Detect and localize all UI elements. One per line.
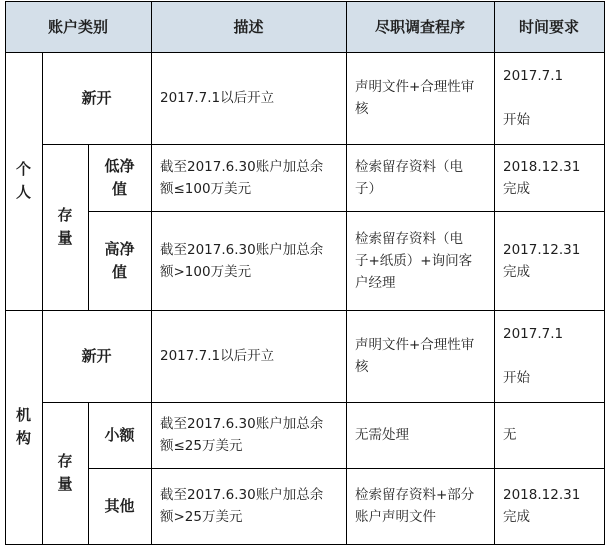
header-description: 描述 [151,1,346,52]
border-line [604,1,605,545]
border-line [151,1,152,544]
individual-new-procedure: 声明文件+合理性审 核 [355,79,475,117]
border-line [346,1,347,544]
border-line [88,144,89,310]
individual-high-net-worth-label: 高净 值 [104,239,135,281]
individual-high-procedure: 检索留存资料（电 子+纸质）+询问客 户经理 [355,230,473,291]
institution-label: 机 构 [15,406,31,447]
institution-other-deadline: 2018.12.31 完成 [503,487,581,525]
border-line [42,402,604,403]
header-procedure: 尽职调查程序 [346,1,494,52]
institution-small-description: 截至2017.6.30账户加总余 额≤25万美元 [160,416,324,454]
individual-low-net-worth-label: 低净 值 [104,156,135,198]
individual-low-deadline: 2018.12.31 完成 [503,158,581,197]
border-line [5,1,6,545]
institution-existing-label: 存 量 [57,452,73,493]
institution-new-description: 2017.7.1以后开立 [160,348,275,364]
institution-new-label: 新开 [81,346,112,365]
institution-small-label: 小额 [104,425,135,444]
border-line [5,310,604,311]
individual-label: 个 人 [15,160,31,201]
individual-high-deadline: 2017.12.31 完成 [503,241,581,280]
institution-other-procedure: 检索留存资料+部分 账户声明文件 [355,487,475,525]
institution-small-procedure: 无需处理 [355,427,409,443]
institution-small-deadline: 无 [503,427,517,443]
institution-new-procedure: 声明文件+合理性审 核 [355,337,475,375]
individual-new-label: 新开 [81,88,112,107]
border-line [5,1,604,2]
border-line [42,52,43,544]
individual-new-description: 2017.7.1以后开立 [160,90,275,106]
individual-existing-label: 存 量 [57,206,73,247]
individual-low-procedure: 检索留存资料（电 子） [355,158,463,197]
individual-low-description: 截至2017.6.30账户加总余 额≤100万美元 [160,158,324,197]
institution-other-description: 截至2017.6.30账户加总余 额>25万美元 [160,487,324,525]
border-line [88,402,89,544]
border-line [42,144,604,145]
individual-high-description: 截至2017.6.30账户加总余 额>100万美元 [160,241,324,280]
institution-other-label: 其他 [104,496,135,515]
header-account-category: 账户类别 [5,1,151,52]
border-line [5,544,605,545]
institution-new-deadline: 2017.7.1 开始 [503,326,564,386]
individual-new-deadline: 2017.7.1 开始 [503,68,564,128]
border-line [494,1,495,544]
header-deadline: 时间要求 [494,1,604,52]
border-line [5,52,604,53]
